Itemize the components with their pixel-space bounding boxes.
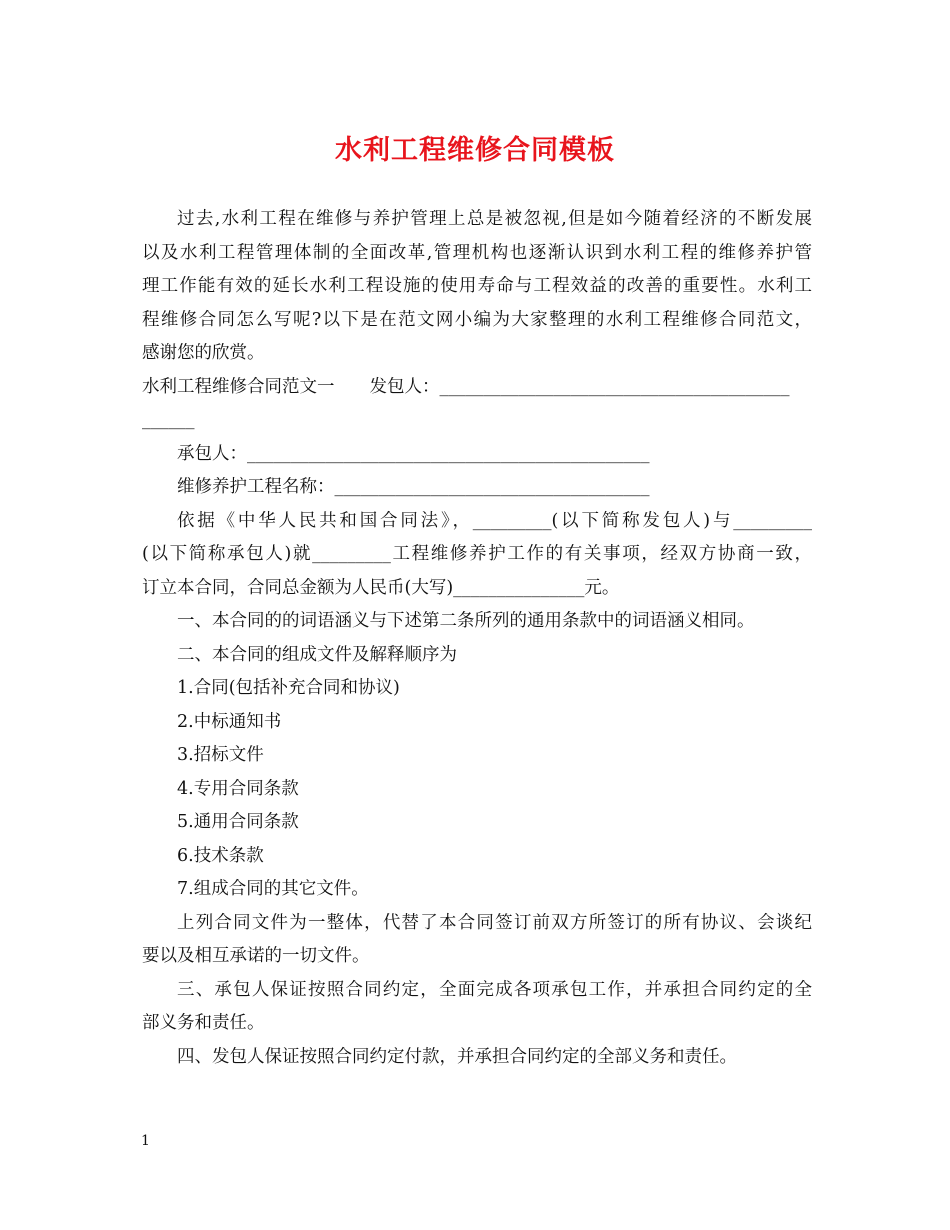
project-name-line: 维修养护工程名称：____________________________________	[177, 477, 650, 497]
contractor-line: 承包人：______________________________________________	[177, 443, 650, 464]
sample-heading-employer-line: 水利工程维修合同范文一 发包人：________________________________________	[142, 376, 790, 397]
document-body	[142, 203, 812, 1074]
clause-4: 四、发包人保证按照合同约定付款，并承担合同约定的全部义务和责任。	[177, 1046, 737, 1067]
page-number: 1	[141, 1133, 150, 1149]
intro-line-1: 过去,水利工程在维修与养护管理上总是被忽视,但是如今随着经济的不断发展	[177, 209, 812, 229]
basis-line-2: (以下简称承包人)就_________工程维修养护工作的有关事项，经双方协商一致，	[142, 544, 812, 564]
clause-2: 二、本合同的组成文件及解释顺序为	[177, 644, 457, 665]
intro-line-5: 感谢您的欣赏。	[142, 343, 265, 363]
document-list-item-4: 4.专用合同条款	[177, 778, 299, 799]
document-list-item-5: 5.通用合同条款	[177, 812, 299, 832]
clause-3-line-1: 三、承包人保证按照合同约定，全面完成各项承包工作，并承担合同约定的全	[177, 979, 812, 1000]
basis-line-3: 订立本合同，合同总金额为人民币(大写)_______________元。	[142, 577, 620, 598]
document-list-item-2: 2.中标通知书	[177, 711, 282, 732]
document-list-item-1: 1.合同(包括补充合同和协议)	[177, 678, 400, 698]
whole-document-line-1: 上列合同文件为一整体，代替了本合同签订前双方所签订的所有协议、会谈纪	[177, 912, 812, 933]
whole-document-line-2: 要以及相互承诺的一切文件。	[142, 946, 370, 966]
intro-line-2: 以及水利工程管理体制的全面改革,管理机构也逐渐认识到水利工程的维修养护管	[142, 242, 812, 263]
clause-1: 一、本合同的的词语涵义与下述第二条所列的通用条款中的词语涵义相同。	[177, 611, 755, 631]
basis-line-1: 依据《中华人民共和国合同法》，_________(以下简称发包人)与_________	[177, 510, 812, 531]
document-list-item-6: 6.技术条款	[177, 845, 264, 866]
employer-blank-continuation: ______	[142, 410, 195, 430]
intro-line-3: 理工作能有效的延长水利工程设施的使用寿命与工程效益的改善的重要性。水利工	[142, 276, 812, 296]
intro-line-4: 程维修合同怎么写呢?以下是在范文网小编为大家整理的水利工程维修合同范文，	[142, 309, 812, 330]
document-title: 水利工程维修合同模板	[335, 135, 615, 166]
clause-3-line-2: 部义务和责任。	[142, 1013, 265, 1033]
document-list-item-3: 3.招标文件	[177, 745, 264, 765]
document-list-item-7: 7.组成合同的其它文件。	[177, 879, 369, 899]
